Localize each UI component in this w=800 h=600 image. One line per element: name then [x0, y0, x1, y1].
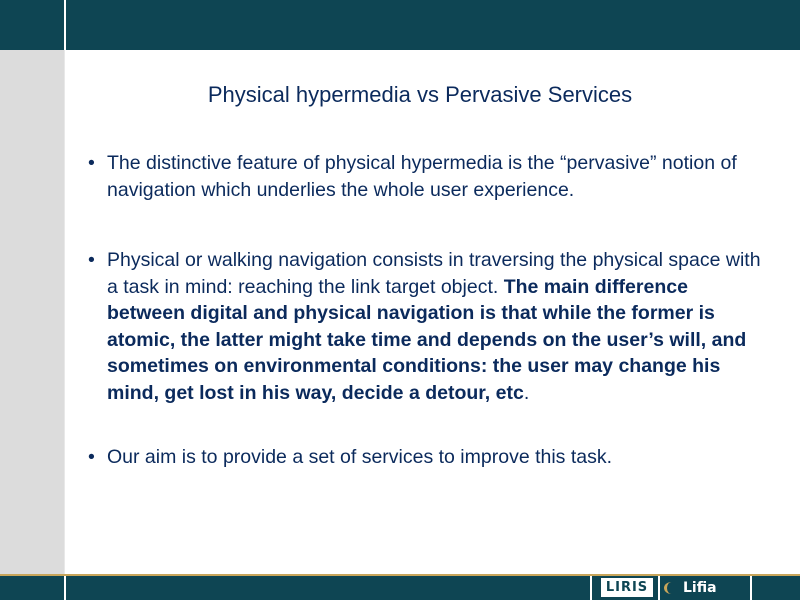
liris-logo: LIRIS [600, 577, 654, 598]
left-side-strip [0, 50, 64, 574]
bullet-text-bold: The main difference between digital and physical navigation is that while the former is atomic, the latter might take time and depends on the user’s will, and sometimes on environmental conditions: the user may change his mind, get lost in his way, decide a detour, etc [107, 275, 747, 404]
lifia-logo [664, 576, 717, 600]
bullet-list [88, 150, 768, 471]
bullet-dot: • [88, 446, 95, 468]
lifia-logo-text: Lifia [683, 580, 717, 596]
bullet-item-2 [88, 247, 768, 406]
bullet-text-tail: . [523, 381, 530, 404]
footer-bar [0, 574, 800, 600]
bullet-item-3 [88, 444, 768, 471]
left-strip-divider [64, 50, 65, 574]
lifia-swoosh-icon [664, 582, 679, 594]
header-bar [0, 0, 800, 50]
header-main-block [66, 0, 800, 50]
bullet-dot: • [88, 152, 95, 174]
slide-title: Physical hypermedia vs Pervasive Services [207, 82, 633, 107]
footer-divider [750, 576, 752, 600]
bullet-text-regular: Physical or walking navigation consists in traversing the physical space with a task in mind: reaching the link target object. [107, 249, 761, 298]
bullet-text: Our aim is to provide a set of services to improve this task. [107, 446, 613, 468]
bullet-dot: • [88, 249, 95, 271]
bullet-item-1 [88, 150, 768, 203]
bullet-text: The distinctive feature of physical hypermedia is the “pervasive” notion of navigation which underlies the whole user experience. [107, 152, 737, 201]
footer-divider [658, 576, 660, 600]
footer-corner-block [0, 576, 66, 600]
header-corner-block [0, 0, 66, 50]
footer-divider [590, 576, 592, 600]
